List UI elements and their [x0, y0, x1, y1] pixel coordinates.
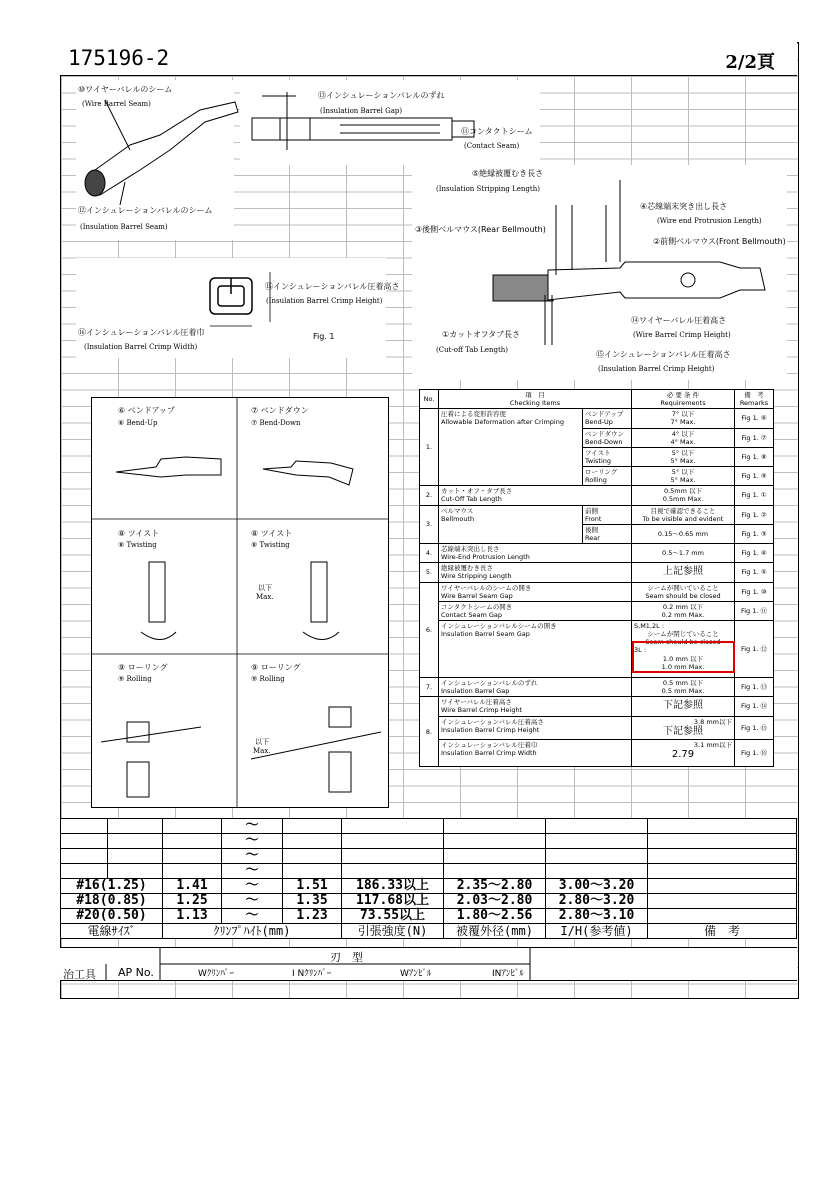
deformation-grid	[91, 397, 389, 808]
label-wire-crimp-h-jp: ⑭ワイヤーバレル圧着高さ	[631, 316, 727, 325]
table-header-row: 電線ｻｲｽﾞ ｸﾘﾝﾌﾟﾊｲﾄ(mm) 引張強度(N) 被覆外径(mm) I/H(参考値) 備 考	[61, 924, 797, 939]
label-rolling2-jp: ⑨ ローリング	[251, 663, 301, 672]
label-rolling-jp: ⑨ ローリング	[118, 663, 168, 672]
in-anvil-label: INｱﾝﾋﾞﾙ	[492, 969, 524, 979]
label-ins-seam-en: (Insulation Barrel Seam)	[80, 223, 168, 231]
label-twist2-en: ⑧ Twisting	[251, 541, 290, 549]
part-number: 175196-2	[68, 46, 170, 70]
w-crimper-label: Wｸﾘﾝﾊﾟｰ	[198, 969, 234, 979]
table-row: ベンドダウン Bend-Down 4° 以下 4° Max. Fig 1. ⑦	[420, 428, 774, 447]
table-row: 5. 絶縁被覆むき長さ Wire Stripping Length 上記参照 Fig 1. ⑤	[420, 563, 774, 582]
col-req: 必 要 条 件 Requirements	[632, 390, 735, 409]
label-strip-jp: ⑤絶縁被覆むき長さ	[472, 169, 544, 178]
col-remarks: 備 考 Remarks	[735, 390, 774, 409]
table-row: ローリング Rolling 5° 以下 5° Max. Fig 1. ⑨	[420, 467, 774, 486]
col-no: No.	[420, 390, 439, 409]
label-rolling-en: ⑨ Rolling	[118, 675, 152, 683]
tooling-row	[60, 947, 797, 981]
table-row: 6. ワイヤーバレルのシームの開き Wire Barrel Seam Gap シームが開いていること Seam should be closed Fig 1. ⑩	[420, 582, 774, 601]
label-ins-seam-jp: ⑫インシュレーションバレルのシーム	[78, 206, 213, 215]
label-rolling2-en: ⑨ Rolling	[251, 675, 285, 683]
barrel-cross-section	[210, 272, 270, 326]
label-front-bellmouth: ②前側ベルマウス(Front Bellmouth)	[653, 237, 786, 246]
table-row: インシュレーションバレル圧着高さ Insulation Barrel Crimp Height 3.8 mm以下 下記参照 Fig 1. ⑮	[420, 716, 774, 740]
label-twist-max-jp: 以下	[258, 584, 272, 592]
table-row: ツイスト Twisting 5° 以下 5° Max. Fig 1. ⑧	[420, 447, 774, 466]
label-twist-jp: ⑧ ツイスト	[118, 529, 160, 538]
label-protrusion-en: (Wire end Protrusion Length)	[657, 217, 762, 225]
table-row: 〜	[61, 834, 797, 849]
label-bend-down-en: ⑦ Bend-Down	[251, 419, 301, 427]
w-anvil-label: Wｱﾝﾋﾞﾙ	[400, 969, 432, 979]
label-bend-up-en: ⑥ Bend-Up	[118, 419, 158, 427]
label-bend-up-jp: ⑥ ベンドアップ	[118, 406, 175, 415]
label-contact-seam-en: (Contact Seam)	[464, 142, 520, 150]
label-cutoff-en: (Cut-off Tab Length)	[436, 346, 509, 354]
label-ins-crimp-w-en: (Insulation Barrel Crimp Width)	[84, 343, 198, 351]
mold-label: 刃 型	[330, 951, 363, 964]
label-ins-crimp-h-jp: ⑮インシュレーションバレル圧着高さ	[265, 282, 400, 291]
label-ins-crimp-h-en: (Insulation Barrel Crimp Height)	[266, 297, 383, 305]
table-row: 〜	[61, 849, 797, 864]
table-row: #20(0.50) 1.13 〜 1.23 73.55以上 1.80〜2.56 2.80〜3.10	[61, 909, 797, 924]
table-row: 〜	[61, 819, 797, 834]
label-contact-seam-jp: ⑪コンタクトシーム	[461, 127, 533, 136]
label-wire-barrel-seam-en: (Wire Barrel Seam)	[82, 100, 151, 108]
table-row: #18(0.85) 1.25 〜 1.35 117.68以上 2.03〜2.80 2.80〜3.20	[61, 894, 797, 909]
in-crimper-label: I Nｸﾘﾝﾊﾟｰ	[292, 969, 332, 979]
label-protrusion-jp: ④芯線端末突き出し長さ	[640, 202, 728, 211]
table-row: インシュレーションバレル圧着巾 Insulation Barrel Crimp Width 3.1 mm以下 2.79 Fig 1. ⑯	[420, 740, 774, 767]
table-row: 7. インシュレーションバレルのずれ Insulation Barrel Gap 0.5 mm 以下 0.5 mm Max. Fig 1. ⑬	[420, 678, 774, 697]
label-rolling-max-en: Max.	[253, 747, 271, 755]
label-wire-crimp-h-en: (Wire Barrel Crimp Height)	[633, 331, 731, 339]
table-row: 1. 圧着による変形許容度 Allowable Deformation after Crimping ベンドアップ Bend-Up 7° 以下 7° Max. Fig 1. ⑥	[420, 409, 774, 428]
col-item: 項 目 Checking Items	[439, 390, 632, 409]
label-rear-bellmouth: ③後側ベルマウス(Rear Bellmouth)	[415, 225, 546, 234]
table-row: 4. 芯線端末突出し長さ Wire-End Protrusion Length 0.5〜1.7 mm Fig 1. ④	[420, 544, 774, 563]
table-row: 3. ベルマウス Bellmouth 前側 Front 目視で確認できること To be visible and evident Fig 1. ②	[420, 505, 774, 524]
requirements-table	[419, 389, 774, 767]
label-bend-down-jp: ⑦ ベンドダウン	[251, 406, 309, 415]
fig1-drawings	[0, 0, 835, 400]
table-row: #16(1.25) 1.41 〜 1.51 186.33以上 2.35〜2.80 3.00〜3.20	[61, 879, 797, 894]
label-strip-en: (Insulation Stripping Length)	[436, 185, 540, 193]
table-row: インシュレーションバレルシームの開き Insulation Barrel Seam Gap S,M1,2L : シームが閉じていること Seam should be closed 3L : 1.0 mm 以下 1.0 mm Max. Fig 1. ⑫	[420, 621, 774, 678]
table-row: 後側 Rear 0.15〜0.65 mm Fig 1. ③	[420, 524, 774, 543]
label-twist2-jp: ⑧ ツイスト	[251, 529, 293, 538]
jig-label: 治工具	[63, 968, 96, 981]
fig1-caption: Fig. 1	[313, 332, 335, 341]
label-rolling-max-jp: 以下	[255, 738, 269, 746]
page-number: 2/2頁	[725, 52, 775, 73]
label-cutoff-jp: ①カットオフタブ長さ	[442, 330, 521, 339]
table-row: 〜	[61, 864, 797, 879]
label-wire-barrel-seam-jp: ⑩ワイヤーバレルのシーム	[78, 85, 173, 94]
label-ins-crimp-h2-jp: ⑮インシュレーションバレル圧着高さ	[596, 350, 731, 359]
table-row: 2. カット・オフ・タブ長さ Cut-Off Tab Length 0.5mm 以下 0.5mm Max. Fig 1. ①	[420, 486, 774, 505]
label-ins-crimp-h2-en: (Insulation Barrel Crimp Height)	[598, 365, 715, 373]
label-twist-en: ⑧ Twisting	[118, 541, 157, 549]
label-twist-max-en: Max.	[256, 593, 274, 601]
crimp-data-table	[60, 818, 797, 939]
ap-no-label: AP No.	[118, 966, 154, 979]
table-row: コンタクトシームの開き Contact Seam Gap 0.2 mm 以下 0.2 mm Max. Fig 1. ⑪	[420, 601, 774, 620]
label-ins-gap-en: (Insulation Barrel Gap)	[320, 107, 403, 115]
highlight-box	[632, 641, 735, 673]
table-row: 8. ワイヤーバレル圧着高さ Wire Barrel Crimp Height 下記参照 Fig 1. ⑭	[420, 697, 774, 716]
label-ins-gap-jp: ⑬インシュレーションバレルのずれ	[318, 91, 445, 100]
label-ins-crimp-w-jp: ⑯インシュレーションバレル圧着巾	[78, 328, 205, 337]
terminal-perspective-drawing	[85, 100, 238, 205]
